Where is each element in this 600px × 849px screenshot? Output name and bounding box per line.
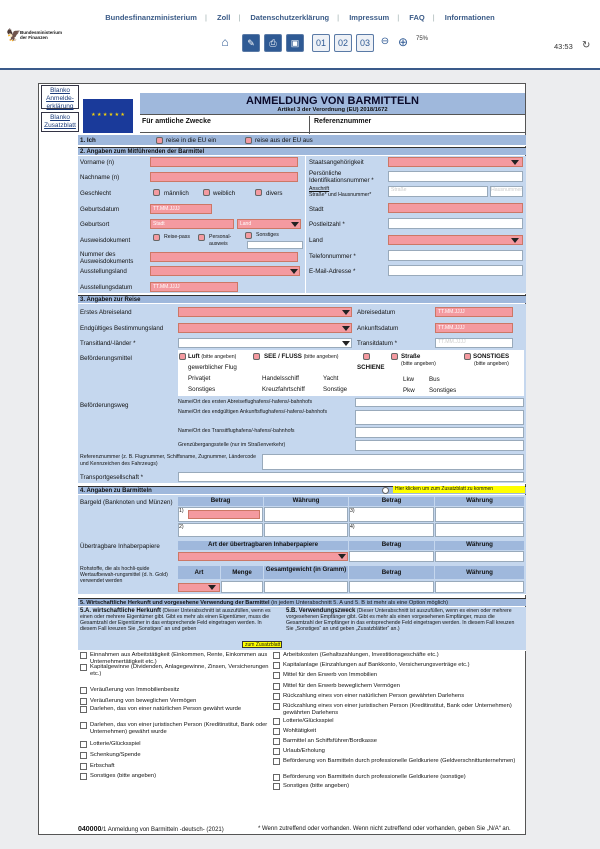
origin-option-label: Kapitalgewinne (Dividenden, Anlagegewinne, Zinsen, Versicherungen etc.) bbox=[90, 664, 269, 677]
leaving-eu-checkbox[interactable] bbox=[245, 137, 252, 144]
origin-option-checkbox[interactable] bbox=[80, 763, 87, 770]
route-final-arrival-input[interactable] bbox=[355, 410, 524, 425]
cash-currency-header-2: Währung bbox=[435, 497, 524, 506]
origin-option-checkbox[interactable] bbox=[80, 652, 87, 659]
phone-input[interactable] bbox=[388, 250, 523, 261]
commodity-amount-input[interactable] bbox=[349, 581, 434, 593]
ministry-name: Bundesministerium der Finanzen bbox=[20, 30, 63, 40]
bearer-instruments-label: Übertragbare Inhaberpapiere bbox=[80, 543, 160, 550]
commodity-weight-input[interactable] bbox=[264, 581, 348, 593]
section-1-label: 1. Ich bbox=[80, 137, 96, 144]
other-document-input[interactable] bbox=[247, 241, 303, 249]
issue-date-input[interactable]: TT.MM.JJJJ bbox=[150, 282, 238, 292]
bearer-amount-header: Betrag bbox=[349, 541, 434, 550]
page-03-icon[interactable]: 03 bbox=[356, 34, 374, 52]
commodities-label: Rohstoffe, die als hochli-quide Wertaufbewah-rungsmittel (d. h. Gold) verwendet werden bbox=[80, 566, 168, 584]
yacht-label: Yacht bbox=[323, 375, 339, 382]
first-name-input[interactable] bbox=[150, 157, 298, 167]
top-bar bbox=[0, 0, 600, 70]
purpose-option-checkbox[interactable] bbox=[273, 758, 280, 765]
form-footer: 040000/1 Anmeldung von Barmitteln -deutsch- (2021) bbox=[78, 826, 224, 833]
bus-label: Bus bbox=[429, 376, 440, 383]
origin-option-label: Erbschaft bbox=[90, 763, 115, 769]
edit-form-icon[interactable]: ✎ bbox=[242, 34, 260, 52]
commercial-flight-label: gewerblicher Flug bbox=[188, 364, 237, 371]
last-name-label: Nachname (n) bbox=[80, 174, 120, 181]
birthdate-label: Geburtsdatum bbox=[80, 206, 120, 213]
bearer-type-select[interactable] bbox=[178, 552, 348, 561]
departure-country-label: Erstes Abreiseland bbox=[80, 309, 132, 316]
purpose-option-checkbox[interactable] bbox=[273, 748, 280, 755]
purpose-option-checkbox[interactable] bbox=[273, 693, 280, 700]
border-crossing-label: Grenzübergangsstelle (nur im Straßenverkehr) bbox=[178, 442, 286, 448]
supplement-toggle[interactable] bbox=[382, 487, 389, 494]
cash-currency-2[interactable] bbox=[264, 523, 348, 537]
top-navigation: Bundesfinanzministerium | Zoll | Datenschutzerklärung | Impressum | FAQ | Informationen bbox=[105, 13, 495, 22]
departure-date-label: Abreisedatum bbox=[357, 309, 396, 316]
truck-label: Lkw bbox=[403, 376, 415, 383]
passport-checkbox[interactable] bbox=[153, 234, 160, 241]
sea-other-label: Sonstige bbox=[323, 386, 348, 393]
departure-date-input[interactable]: TT.MM.JJJJ bbox=[435, 307, 513, 317]
purpose-option-label: Barmittel an Schiffsführer/Bordkasse bbox=[283, 738, 377, 744]
bearer-type-header: Art der übertragbaren Inhaberpapiere bbox=[178, 541, 348, 550]
commodity-weight-header: Gesamtgewicht (in Gramm) bbox=[264, 566, 348, 579]
street-label: Straße* und Hausnummer* bbox=[309, 192, 372, 198]
house-number-input[interactable]: Hausnummer bbox=[490, 186, 523, 197]
car-label: Pkw bbox=[403, 387, 415, 394]
cash-amount-4[interactable]: 4) bbox=[349, 523, 434, 537]
vehicle-reference-input[interactable] bbox=[262, 454, 524, 470]
origin-option-label: Veräußerung von Immobilienbesitz bbox=[90, 687, 180, 693]
other-transport-label: SONSTIGES bbox=[473, 353, 510, 360]
rail-label: SCHIENE bbox=[357, 364, 385, 371]
origin-option-checkbox[interactable] bbox=[80, 773, 87, 780]
form-title-box bbox=[140, 93, 525, 115]
air-checkbox[interactable] bbox=[179, 353, 186, 360]
issuing-country-label: Ausstellungsland bbox=[80, 268, 127, 275]
purpose-option-checkbox[interactable] bbox=[273, 718, 280, 725]
route-final-arrival-label: Name/Ort des endgültigen Ankunftsflughafens/-hafens/-bahnhofs bbox=[178, 409, 328, 415]
bearer-currency-header: Währung bbox=[435, 541, 524, 550]
zoom-level: 75% bbox=[416, 36, 429, 42]
phone-label: Telefonnummer * bbox=[309, 253, 356, 260]
transit-date-label: Transitdatum * bbox=[357, 340, 398, 347]
road-label: Straße bbox=[401, 353, 421, 360]
page-02-icon[interactable]: 02 bbox=[334, 34, 352, 52]
nav-bmf[interactable]: Bundesfinanzministerium bbox=[105, 13, 197, 22]
home-icon[interactable]: ⌂ bbox=[221, 35, 229, 49]
cash-amount-header-2: Betrag bbox=[349, 497, 434, 506]
air-label: Luft bbox=[188, 353, 200, 360]
origin-option-checkbox[interactable] bbox=[80, 752, 87, 759]
passport-label: Reise-pass bbox=[164, 234, 190, 240]
cruise-ship-label: Kreuzfahrtschiff bbox=[262, 386, 305, 393]
id-card-checkbox[interactable] bbox=[198, 234, 205, 241]
nav-informationen[interactable]: Informationen bbox=[444, 13, 495, 22]
gender-diverse-label: divers bbox=[266, 190, 283, 197]
purpose-option-checkbox[interactable] bbox=[273, 728, 280, 735]
border-crossing-input[interactable] bbox=[355, 440, 524, 451]
reference-number-label: Referenznummer bbox=[312, 116, 525, 134]
city-input[interactable] bbox=[388, 203, 523, 213]
vehicle-reference-label: Referenznummer (z. B. Flugnummer, Schiffsname, Zugnummer, Ländercode und Kennzeichen des Fahrzeugs) bbox=[80, 454, 257, 467]
zoom-out-icon[interactable]: ⊖ bbox=[380, 36, 390, 47]
commodity-quantity-header: Menge bbox=[221, 566, 263, 579]
postal-code-input[interactable] bbox=[388, 218, 523, 229]
gender-female-radio[interactable] bbox=[203, 189, 210, 196]
purpose-option-checkbox[interactable] bbox=[273, 662, 280, 669]
transport-company-label: Transportgesellschaft * bbox=[80, 474, 144, 481]
cash-currency-header-1: Währung bbox=[264, 497, 348, 506]
departure-country-select[interactable] bbox=[178, 307, 352, 317]
chevron-down-icon bbox=[342, 310, 350, 315]
nationality-select[interactable] bbox=[388, 157, 523, 167]
commodity-type-header: Art bbox=[178, 566, 220, 579]
birthplace-label: Geburtsort bbox=[80, 221, 110, 228]
cash-currency-1[interactable] bbox=[264, 507, 348, 522]
country-select[interactable] bbox=[388, 235, 523, 245]
road-hint: (bitte angeben) bbox=[401, 361, 436, 367]
city-label: Stadt bbox=[309, 206, 324, 213]
nav-datenschutz[interactable]: Datenschutzerklärung bbox=[250, 13, 330, 22]
gender-female-label: weiblich bbox=[213, 190, 236, 197]
issue-date-label: Ausstellungsdatum bbox=[80, 284, 133, 291]
refresh-icon[interactable]: ↻ bbox=[582, 40, 591, 51]
postal-code-label: Postleitzahl * bbox=[309, 221, 345, 228]
section-4-title: 4. Angaben zu Barmitteln bbox=[78, 486, 526, 494]
route-transit-label: Name/Ort des Transitflughafens/-hafens/-bahnhofs bbox=[178, 428, 295, 434]
section-5-title: 5. Wirtschaftliche Herkunft und vorgesehene Verwendung der Barmittel (in jedem Unterabschnitt 5. A und 5. B ist mehr als eine Option möglich) bbox=[78, 598, 526, 606]
transport-means-label: Beförderungsmittel bbox=[80, 355, 132, 362]
purpose-option-label: Rückzahlung eines von einer juristischen Person (Kreditinstitut, Bank oder Unternehmen) gewährten Darlehens bbox=[283, 703, 512, 716]
chevron-down-icon bbox=[290, 269, 298, 274]
document-number-label: Nummer des Ausweisdokuments bbox=[80, 251, 134, 265]
other-transport-checkbox[interactable] bbox=[464, 353, 471, 360]
cash-amount-header-1: Betrag bbox=[178, 497, 263, 506]
origin-option-checkbox[interactable] bbox=[80, 741, 87, 748]
nationality-label: Staatsangehörigkeit bbox=[309, 159, 364, 166]
origin-option-checkbox[interactable] bbox=[80, 687, 87, 694]
form-subtitle: Artikel 3 der Verordnung (EU) 2018/1672 bbox=[277, 107, 388, 113]
leaving-eu-label: reise aus der EU aus bbox=[255, 137, 313, 144]
chevron-down-icon bbox=[511, 160, 519, 165]
page-01-icon[interactable]: 01 bbox=[312, 34, 330, 52]
gender-label: Geschlecht bbox=[80, 190, 111, 197]
address-label: Anschrift bbox=[309, 186, 330, 192]
chevron-down-icon bbox=[208, 585, 216, 590]
purpose-option-checkbox[interactable] bbox=[273, 738, 280, 745]
blank-declaration-link[interactable]: Blanko Anmelde-erklärung bbox=[41, 85, 79, 109]
section-3-title: 3. Angaben zur Reise bbox=[78, 295, 526, 303]
commodity-amount-header: Betrag bbox=[349, 566, 434, 579]
nav-zoll[interactable]: Zoll bbox=[216, 13, 231, 22]
purpose-option-checkbox[interactable] bbox=[273, 652, 280, 659]
form-title: ANMELDUNG VON BARMITTELN bbox=[246, 95, 419, 107]
purpose-option-label: Lotterie/Glücksspiel bbox=[283, 718, 334, 724]
gender-diverse-radio[interactable] bbox=[255, 189, 262, 196]
purpose-description: 5.B. Verwendungszweck (Dieser Unterabschnitt ist auszufüllen, wenn es einen oder mehrere vorgesehenen Empfänger gibt. Gibt es mehr als einen vorgesehenen Empfänger, muss die Gesamtzahl der Empfänger in das entsprechende Feld eingetragen werden. In diesem Fall kreuzen Sie „Sonstiges“ an und geben „Zusatzblätter“ an.) bbox=[286, 608, 515, 632]
session-timer: 43:53 bbox=[554, 42, 573, 51]
last-name-input[interactable] bbox=[150, 172, 298, 182]
road-other-label: Sonstiges bbox=[429, 387, 457, 394]
personal-id-label: Persönliche Identifikationsnummer * bbox=[309, 170, 374, 184]
commodity-currency-input[interactable] bbox=[435, 581, 524, 593]
origin-option-label: Schenkung/Spende bbox=[90, 752, 141, 758]
merchant-ship-label: Handelsschiff bbox=[262, 375, 300, 382]
sea-checkbox[interactable] bbox=[253, 353, 260, 360]
commodity-quantity-input[interactable] bbox=[221, 581, 263, 593]
purpose-option-label: Beförderung von Barmitteln durch professionelle Geldkuriere (Geldverschnittunternehmen) bbox=[283, 758, 516, 764]
transit-countries-select[interactable] bbox=[178, 338, 352, 348]
supplement-hint-link[interactable]: Hier klicken um zum Zusatzblatt zu kommen bbox=[393, 486, 525, 493]
sea-label: SEE / FLUSS bbox=[264, 353, 302, 360]
transit-date-input[interactable]: TT.MM.JJJJ bbox=[435, 338, 513, 348]
gender-male-radio[interactable] bbox=[153, 189, 160, 196]
eu-flag: ★ ★ ★ ★ ★ ★ bbox=[83, 99, 133, 133]
purpose-option-checkbox[interactable] bbox=[273, 774, 280, 781]
nav-faq[interactable]: FAQ bbox=[409, 13, 425, 22]
cash-label: Bargeld (Banknoten und Münzen) bbox=[80, 499, 173, 506]
route-first-departure-input[interactable] bbox=[355, 398, 524, 407]
cash-amount-1-input[interactable] bbox=[188, 510, 260, 519]
cash-currency-3[interactable] bbox=[435, 507, 524, 522]
entering-eu-label: reise in die EU ein bbox=[166, 137, 217, 144]
email-input[interactable] bbox=[388, 265, 523, 276]
origin-option-checkbox[interactable] bbox=[80, 722, 87, 729]
route-first-departure-label: Name/Ort des ersten Abreiseflughafens/-hafens/-bahnhofs bbox=[178, 399, 313, 405]
route-transit-input[interactable] bbox=[355, 427, 524, 438]
chevron-down-icon bbox=[291, 222, 299, 227]
route-label: Beförderungsweg bbox=[80, 402, 129, 409]
birthplace-city-input[interactable]: Stadt bbox=[150, 219, 234, 229]
purpose-option-label: Sonstiges (bitte angeben) bbox=[283, 783, 350, 789]
cash-amount-2[interactable]: 2) bbox=[178, 523, 263, 537]
origin-option-label: Einnahmen aus Arbeitstätigkeit (Einkommen, Rente, Einkommen aus Unternehmertätigkeit etc.) bbox=[90, 652, 268, 665]
email-label: E-Mail-Adresse * bbox=[309, 268, 356, 275]
origin-option-label: Lotterie/Glücksspiel bbox=[90, 741, 141, 747]
purpose-option-label: Arbeitskosten (Gehaltszahlungen, Investitionsgeschäfte etc.) bbox=[283, 652, 439, 658]
footnote: * Wenn zutreffend oder vorhanden. Wenn nicht zutreffend oder vorhanden, geben Sie „N/A“ an. bbox=[258, 826, 511, 832]
chevron-down-icon bbox=[338, 554, 346, 559]
air-other-label: Sonstiges bbox=[188, 386, 216, 393]
origin-option-label: Veräußerung von beweglichen Vermögen bbox=[90, 698, 197, 704]
id-card-label: Personal-ausweis bbox=[209, 234, 232, 247]
birthplace-country-select[interactable]: Land bbox=[237, 219, 301, 229]
origin-option-checkbox[interactable] bbox=[80, 706, 87, 713]
other-transport-hint: (bitte angeben) bbox=[474, 361, 509, 367]
origin-option-label: Darlehen, das von einer juristischen Person (Kreditinstitut, Bank oder Unternehmen) gewährt wurde bbox=[90, 722, 268, 735]
personal-id-input[interactable] bbox=[388, 171, 523, 182]
print-icon[interactable]: ⎙ bbox=[264, 34, 282, 52]
ministry-logo bbox=[6, 28, 66, 50]
purpose-option-label: Beförderung von Barmitteln durch professionelle Geldkuriere (sonstige) bbox=[283, 774, 466, 780]
arrival-date-label: Ankunftsdatum bbox=[357, 325, 399, 332]
transit-countries-label: Transitland/-länder * bbox=[80, 340, 136, 347]
chevron-down-icon bbox=[342, 341, 350, 346]
purpose-option-checkbox[interactable] bbox=[273, 783, 280, 790]
nav-impressum[interactable]: Impressum bbox=[349, 13, 390, 22]
other-document-label: Sonstiges bbox=[256, 232, 279, 238]
street-input[interactable]: Straße bbox=[388, 186, 488, 197]
rail-checkbox[interactable] bbox=[363, 353, 370, 360]
road-checkbox[interactable] bbox=[391, 353, 398, 360]
destination-country-select[interactable] bbox=[178, 323, 352, 333]
entering-eu-checkbox[interactable] bbox=[156, 137, 163, 144]
other-document-checkbox[interactable] bbox=[245, 232, 252, 239]
purpose-option-checkbox[interactable] bbox=[273, 703, 280, 710]
bearer-currency-input[interactable] bbox=[435, 551, 524, 562]
gender-male-label: männlich bbox=[164, 190, 189, 197]
origin-option-checkbox[interactable] bbox=[80, 698, 87, 705]
bearer-amount-input[interactable] bbox=[349, 551, 434, 562]
zoom-in-icon[interactable]: ⊕ bbox=[397, 35, 409, 49]
purpose-option-checkbox[interactable] bbox=[273, 683, 280, 690]
cash-currency-4[interactable] bbox=[435, 523, 524, 537]
origin-option-checkbox[interactable] bbox=[80, 664, 87, 671]
first-name-label: Vorname (n) bbox=[80, 159, 115, 166]
official-use-label: Für amtliche Zwecke bbox=[140, 116, 310, 134]
origin-description: 5.A. wirtschaftliche Herkunft (Dieser Unterabschnitt ist auszufüllen, wenn es einen oder mehrere Eigentümer gibt. Gibt es mehr als einen Eigentümer, muss die Gesamtzahl der Eigentümer in das entsprechende Feld eingetragen werden. In diesem Fall kreuzen Sie „Sonstiges“ an und geben bbox=[80, 608, 271, 632]
transport-company-input[interactable] bbox=[178, 472, 524, 482]
destination-country-label: Endgültiges Bestimmungsland bbox=[80, 325, 164, 332]
purpose-option-label: Urlaub/Erholung bbox=[283, 748, 325, 754]
document-number-input[interactable] bbox=[150, 252, 298, 262]
country-label: Land bbox=[309, 237, 323, 244]
blank-supplement-link[interactable]: Blanko Zusatzblatt bbox=[41, 112, 79, 132]
origin-option-label: Darlehen, das von einer natürlichen Person gewährt wurde bbox=[90, 706, 242, 712]
section-2-title: 2. Angaben zum Mitführenden der Barmittel bbox=[78, 147, 526, 155]
cash-amount-1[interactable]: 1) bbox=[178, 507, 263, 522]
purpose-option-label: Kapitalanlage (Einzahlungen auf Bankkonto, Versicherungsverträge etc.) bbox=[283, 662, 470, 668]
private-jet-label: Privatjet bbox=[188, 375, 211, 382]
origin-supplement-link[interactable]: zum Zusatzblatt bbox=[242, 641, 282, 648]
purpose-option-label: Wohltätigkeit bbox=[283, 728, 317, 734]
issuing-country-select[interactable] bbox=[150, 266, 300, 276]
cash-amount-3[interactable]: 3) bbox=[349, 507, 434, 522]
purpose-option-label: Mittel für den Erwerb beweglichem Vermögen bbox=[283, 683, 400, 689]
chevron-down-icon bbox=[511, 238, 519, 243]
purpose-option-label: Mittel für den Erwerb von Immobilien bbox=[283, 672, 378, 678]
commodity-currency-header: Währung bbox=[435, 566, 524, 579]
eagle-icon: 🦅 bbox=[6, 28, 21, 42]
arrival-date-input[interactable]: TT.MM.JJJJ bbox=[435, 323, 513, 333]
origin-option-label: Sonstiges (bitte angeben) bbox=[90, 773, 157, 779]
purpose-option-label: Rückzahlung eines von einer natürlichen Person gewährten Darlehens bbox=[283, 693, 465, 699]
save-icon[interactable]: ▣ bbox=[286, 34, 304, 52]
id-document-label: Ausweisdokument bbox=[80, 237, 131, 244]
birthdate-input[interactable]: TT.MM.JJJJ bbox=[150, 204, 212, 214]
chevron-down-icon bbox=[342, 326, 350, 331]
purpose-option-checkbox[interactable] bbox=[273, 672, 280, 679]
